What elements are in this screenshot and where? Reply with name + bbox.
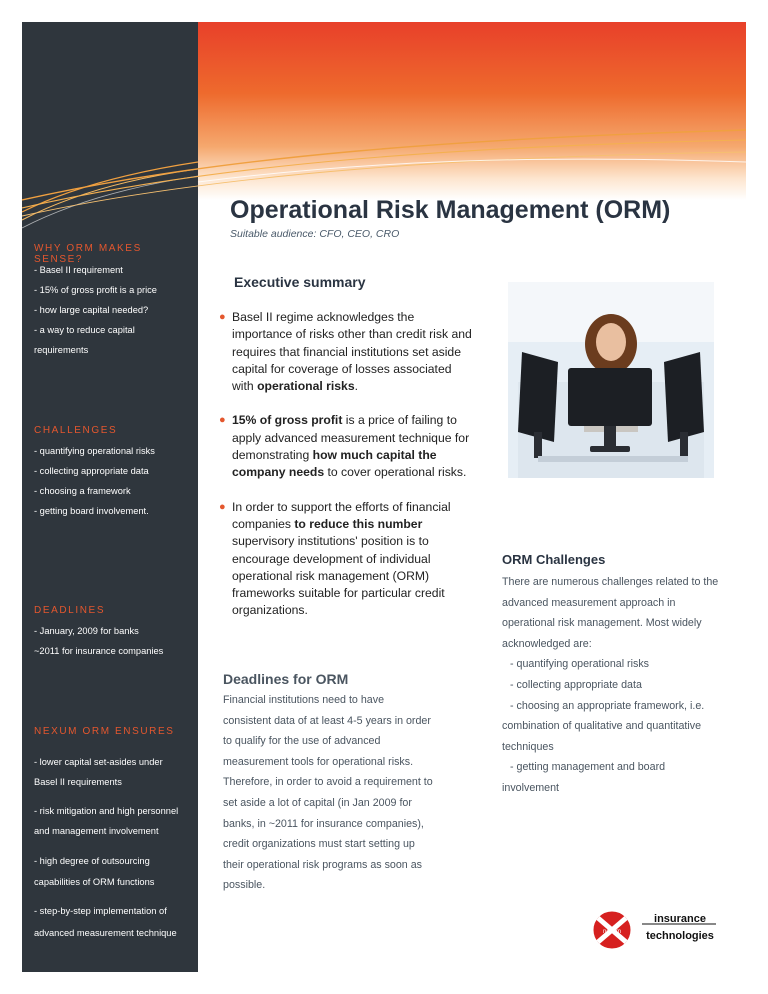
nexum-logo	[592, 908, 722, 952]
challenges-line: operational risk management. Most widely	[502, 617, 702, 630]
deadlines-heading: Deadlines for ORM	[223, 671, 349, 687]
sidebar-why-section	[34, 243, 194, 265]
bullet-icon: ●	[219, 311, 226, 323]
sidebar-ensures-item: - risk mitigation and high personnel	[34, 806, 179, 816]
sidebar-why-item: - Basel II requirement	[34, 265, 123, 275]
sidebar-why-item: - 15% of gross profit is a price	[34, 285, 157, 295]
summary-bullet	[219, 499, 472, 620]
challenges-line: acknowledged are:	[502, 637, 592, 650]
bullet-text: to cover operational risks.	[324, 465, 467, 480]
challenges-line: - collecting appropriate data	[510, 678, 642, 691]
bullet-icon: ●	[219, 414, 226, 427]
sidebar-ensures-item: Basel II requirements	[34, 777, 122, 787]
logo-text-line2: technologies	[646, 930, 714, 942]
summary-bullet	[219, 412, 472, 481]
bullet-bold-text: to reduce this number	[294, 516, 423, 531]
deadlines-line: their operational risk programs as soon as	[223, 858, 423, 871]
deadlines-body	[223, 690, 493, 896]
bullet-text: Basel II regime acknowledges the importance of risks other than credit risk and requires that financial institutions set aside capital for coverage of losses associated with	[232, 310, 472, 394]
deadlines-line: consistent data of at least 4-5 years in order	[223, 714, 431, 727]
bullet-text: In order to support the efforts of financial companies	[232, 499, 451, 531]
sidebar-ensures-item: and management involvement	[34, 826, 159, 836]
sidebar-challenges-item: - quantifying operational risks	[34, 446, 155, 456]
sidebar-challenges-item: - getting board involvement.	[34, 506, 149, 516]
deadlines-line: to qualify for the use of advanced	[223, 735, 381, 748]
bullet-text: .	[354, 379, 358, 394]
bullet-bold-text: operational risks	[257, 379, 355, 394]
bullet-text: is a price of failing to apply advanced measurement technique for demonstrating	[232, 413, 470, 463]
sidebar-ensures-item: - lower capital set-asides under	[34, 757, 163, 767]
deadlines-line: possible.	[223, 879, 266, 892]
deadlines-line: Therefore, in order to avoid a requirement to	[223, 776, 433, 789]
logo-text-line1: insurance	[654, 913, 706, 925]
office-photo	[508, 282, 714, 478]
bullet-bold-text: how much capital the company needs	[232, 448, 437, 480]
executive-summary-heading: Executive summary	[234, 274, 366, 290]
sidebar-ensures-item: advanced measurement technique	[34, 928, 177, 938]
deadlines-line: measurement tools for operational risks.	[223, 755, 414, 768]
sidebar-why-heading: WHY ORM MAKES SENSE?	[34, 243, 142, 265]
sidebar-why-item: - a way to reduce capital	[34, 325, 135, 335]
sidebar-ensures-item: capabilities of ORM functions	[34, 877, 155, 887]
bullet-bold-text: 15% of gross profit	[232, 413, 343, 428]
page-title: Operational Risk Management (ORM)	[230, 196, 671, 224]
challenges-line: techniques	[502, 740, 554, 753]
sidebar-deadlines-item: - January, 2009 for banks	[34, 626, 139, 636]
sidebar-deadlines-heading: DEADLINES	[34, 605, 106, 616]
sidebar-ensures-item: - step-by-step implementation of	[34, 906, 167, 916]
sidebar-why-item: requirements	[34, 345, 89, 355]
page-subtitle: Suitable audience: CFO, CEO, CRO	[230, 228, 400, 240]
deadlines-line: credit organizations must start setting up	[223, 838, 415, 851]
bullet-icon: ●	[219, 500, 226, 513]
challenges-heading: ORM Challenges	[502, 552, 606, 567]
challenges-line: There are numerous challenges related to the	[502, 576, 719, 588]
sidebar-challenges-heading: CHALLENGES	[34, 425, 118, 436]
challenges-line: combination of qualitative and quantitative	[502, 720, 702, 733]
deadlines-line: banks, in ~2011 for insurance companies),	[223, 817, 424, 830]
challenges-line: - getting management and board	[510, 761, 666, 774]
sidebar-challenges-item: - choosing a framework	[34, 486, 131, 496]
summary-bullet	[219, 309, 472, 395]
executive-summary-list	[219, 309, 472, 637]
sidebar-ensures-item: - high degree of outsourcing	[34, 856, 150, 866]
sidebar-ensures-heading: NEXUM ORM ENSURES	[34, 726, 175, 737]
deadlines-line: Financial institutions need to have	[223, 694, 385, 706]
logo-mark-text: nexum	[602, 929, 622, 935]
challenges-line: involvement	[502, 781, 560, 794]
sidebar-why-item: - how large capital needed?	[34, 305, 149, 315]
deadlines-line: set aside a lot of capital (in Jan 2009 for	[223, 796, 412, 809]
sidebar-challenges-item: - collecting appropriate data	[34, 466, 149, 476]
challenges-line: - quantifying operational risks	[510, 658, 650, 671]
challenges-line: advanced measurement approach in	[502, 596, 676, 609]
sidebar-deadlines-item: ~2011 for insurance companies	[34, 646, 164, 656]
bullet-text: supervisory institutions' position is to encourage development of individual operational risk management (ORM) frameworks suitable for particular credit organizations.	[232, 534, 445, 618]
challenges-line: - choosing an appropriate framework, i.e.	[510, 699, 705, 712]
challenges-body	[502, 572, 742, 799]
